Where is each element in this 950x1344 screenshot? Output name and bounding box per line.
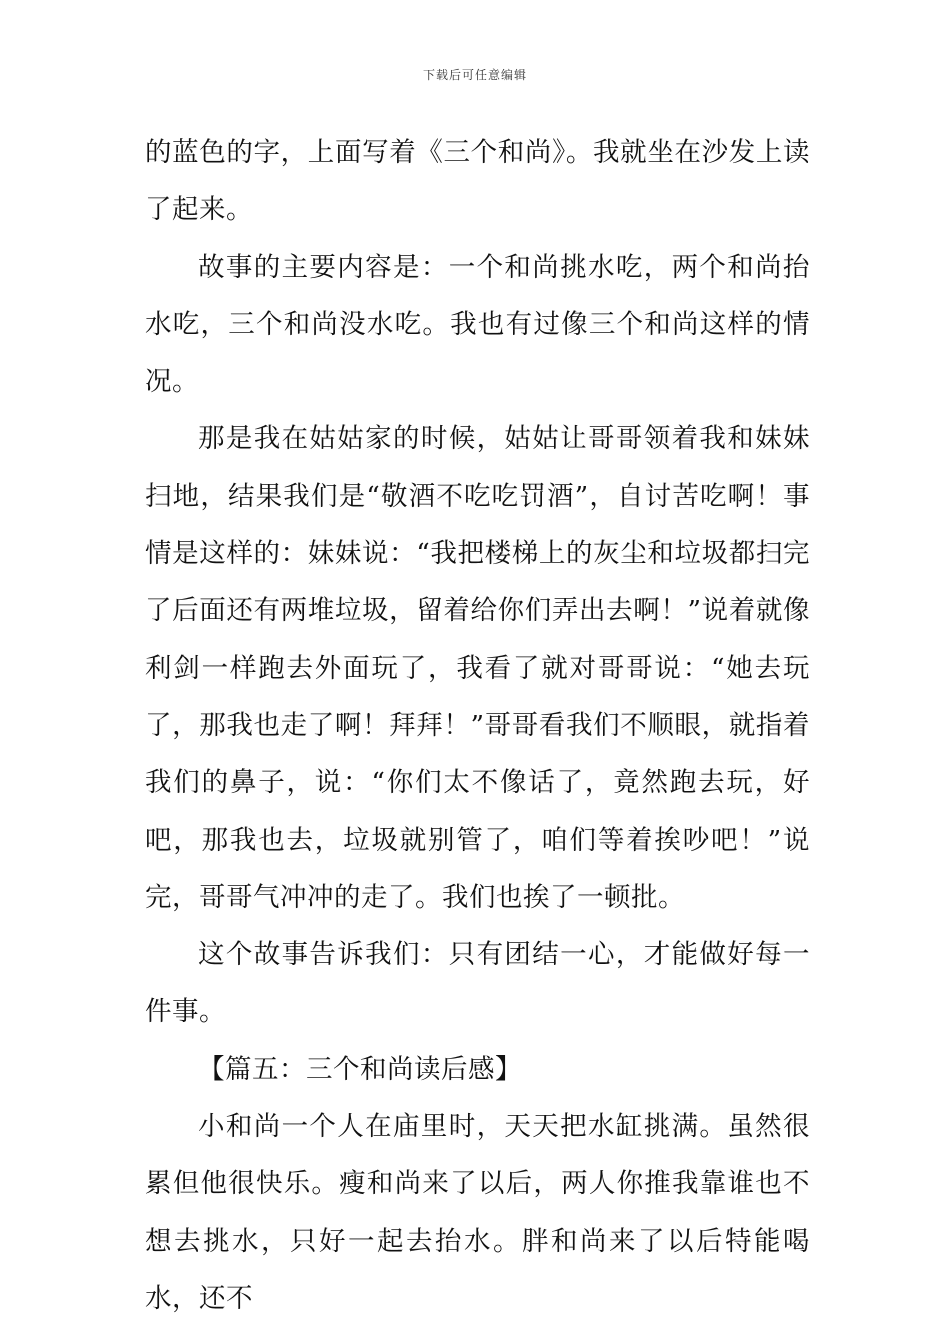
paragraph-aunt-house-story: 那是我在姑姑家的时候，姑姑让哥哥领着我和妹妹扫地，结果我们是“敬酒不吃吃罚酒”，自讨苦吃啊！事情是这样的：妹妹说：“我把楼梯上的灰尘和垃圾都扫完了后面还有两堆垃圾，留着给你们弄出去啊！”说着就像利剑一样跑去外面玩了，我看了就对哥哥说：“她去玩了，那我也走了啊！拜拜！”哥哥看我们不顺眼，就指着我们的鼻子，说：“你们太不像话了，竟然跑去玩，好吧，那我也去，垃圾就别管了，咱们等着挨吵吧！”说完，哥哥气冲冲的走了。我们也挨了一顿批。 xyxy=(145,423,810,913)
page-header-note: 下载后可任意编辑 xyxy=(422,68,527,82)
paragraph-story-summary: 故事的主要内容是：一个和尚挑水吃，两个和尚抬水吃，三个和尚没水吃。我也有过像三个和尚这样的情况。 xyxy=(145,251,810,398)
paragraph-little-monk: 小和尚一个人在庙里时，天天把水缸挑满。虽然很累但他很快乐。瘦和尚来了以后，两人你推我靠谁也不想去挑水，只好一起去抬水。胖和尚来了以后特能喝水，还不 xyxy=(145,1111,810,1314)
document-body xyxy=(145,124,810,1327)
section-heading-chapter-five: 【篇五：三个和尚读后感】 xyxy=(198,1053,522,1085)
paragraph-moral: 这个故事告诉我们：只有团结一心，才能做好每一件事。 xyxy=(145,939,810,1028)
paragraph-continuation: 的蓝色的字，上面写着《三个和尚》。我就坐在沙发上读了起来。 xyxy=(145,137,810,226)
